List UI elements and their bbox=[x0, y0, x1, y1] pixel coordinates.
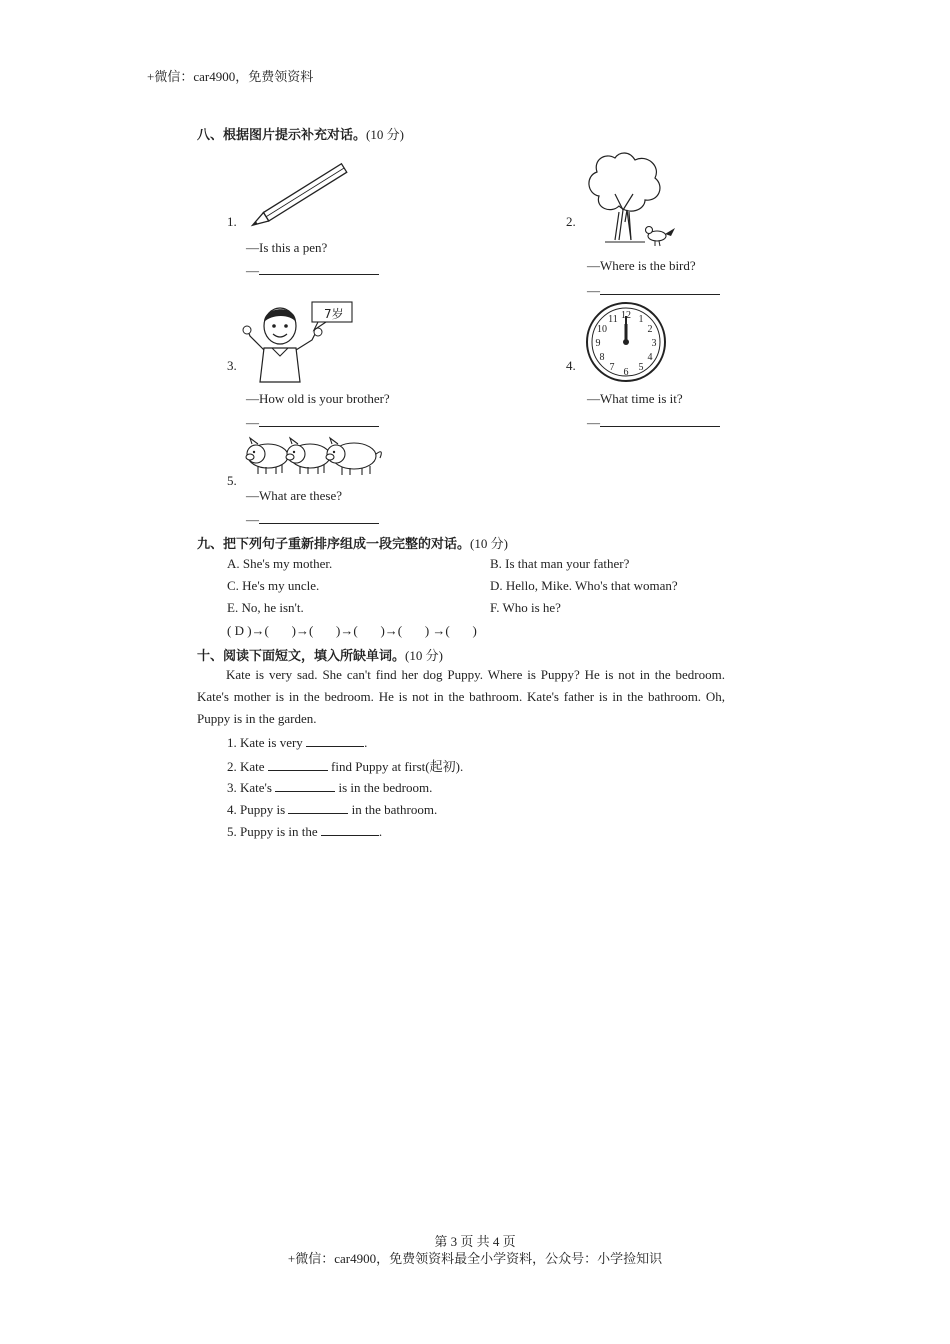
clock-num-9: 9 bbox=[595, 338, 601, 349]
question-4-post: in the bathroom. bbox=[351, 802, 438, 817]
question-3-pre: 3. Kate's bbox=[227, 780, 272, 795]
item-2-blank[interactable] bbox=[600, 282, 720, 295]
question-3 bbox=[227, 779, 432, 796]
clock-num-2: 2 bbox=[647, 324, 653, 335]
section-9-points: (10 分) bbox=[470, 536, 508, 551]
item-3-answer[interactable] bbox=[246, 414, 379, 431]
clock-illustration bbox=[586, 302, 668, 384]
question-1 bbox=[227, 734, 367, 751]
pencil-illustration bbox=[243, 163, 353, 233]
question-5-post: . bbox=[378, 824, 383, 839]
pigs-illustration bbox=[244, 432, 388, 476]
question-5-blank[interactable] bbox=[321, 823, 379, 836]
clock-num-1: 1 bbox=[638, 314, 644, 325]
item-2-question: —Where is the bird? bbox=[587, 258, 696, 273]
item-5-blank[interactable] bbox=[259, 511, 379, 524]
item-4-answer[interactable] bbox=[587, 414, 720, 431]
order-answer[interactable]: ( D )→( )→( )→( )→( ) →( ) bbox=[227, 623, 477, 638]
reading-passage: Kate is very sad. She can't find her dog Puppy. Where is Puppy? He is not in the bedroom. Kate's mother is in the bedroom. He is not in the bathroom. Kate's father is in the bathroom. Oh, Puppy is in the garden. bbox=[197, 667, 725, 726]
age-bubble: 7岁 bbox=[324, 307, 344, 321]
item-5-question: —What are these? bbox=[246, 488, 343, 503]
section-8-title bbox=[197, 124, 404, 143]
item-1-question: —Is this a pen? bbox=[246, 240, 328, 255]
clock-num-7: 7 bbox=[609, 362, 615, 373]
question-2 bbox=[227, 756, 463, 775]
question-3-blank[interactable] bbox=[275, 779, 335, 792]
clock-num-4: 4 bbox=[647, 352, 653, 363]
footer-note: +微信：car4900，免费领资料最全小学资料，公众号：小学捡知识 bbox=[287, 1251, 663, 1266]
option-e: E. No, he isn't. bbox=[227, 600, 304, 615]
clock-num-8: 8 bbox=[599, 352, 605, 363]
section-10-title-text: 十、阅读下面短文，填入所缺单词。 bbox=[197, 649, 406, 664]
question-4-blank[interactable] bbox=[288, 801, 348, 814]
item-4-blank[interactable] bbox=[600, 414, 720, 427]
question-4 bbox=[227, 801, 437, 818]
clock-num-5: 5 bbox=[638, 362, 644, 373]
section-10-points: (10 分) bbox=[405, 648, 443, 663]
question-1-pre: 1. Kate is very bbox=[227, 735, 303, 750]
question-2-blank[interactable] bbox=[268, 758, 328, 771]
item-5-answer[interactable] bbox=[246, 511, 379, 528]
section-8-title-text: 八、根据图片提示补充对话。 bbox=[197, 128, 367, 143]
clock-num-12: 12 bbox=[621, 310, 631, 321]
tree-bird-illustration bbox=[585, 150, 680, 250]
section-10-title bbox=[197, 645, 443, 664]
item-4-number: 4. bbox=[566, 358, 576, 373]
item-3-blank[interactable] bbox=[259, 414, 379, 427]
option-b: B. Is that man your father? bbox=[490, 556, 630, 571]
question-5-pre: 5. Puppy is in the bbox=[227, 824, 318, 839]
item-5-number: 5. bbox=[227, 473, 237, 488]
option-a: A. She's my mother. bbox=[227, 556, 333, 571]
question-2-pre: 2. Kate bbox=[227, 759, 265, 774]
item-5-dash: — bbox=[246, 512, 259, 527]
item-3-question: —How old is your brother? bbox=[246, 391, 390, 406]
option-d: D. Hello, Mike. Who's that woman? bbox=[490, 578, 678, 593]
page-number: 第 3 页 共 4 页 bbox=[434, 1234, 516, 1249]
header-note: +微信：car4900，免费领资料 bbox=[147, 69, 314, 84]
clock-num-11: 11 bbox=[608, 314, 618, 325]
item-2-number: 2. bbox=[566, 214, 576, 229]
item-1-number: 1. bbox=[227, 214, 237, 229]
clock-num-3: 3 bbox=[651, 338, 657, 349]
item-4-dash: — bbox=[587, 415, 600, 430]
option-c: C. He's my uncle. bbox=[227, 578, 320, 593]
question-1-post: . bbox=[364, 735, 368, 750]
section-9-title-text: 九、把下列句子重新排序组成一段完整的对话。 bbox=[197, 537, 471, 552]
question-4-pre: 4. Puppy is bbox=[227, 802, 286, 817]
question-1-blank[interactable] bbox=[306, 734, 364, 747]
item-2-answer[interactable] bbox=[587, 282, 720, 299]
item-1-answer[interactable] bbox=[246, 262, 379, 279]
option-f: F. Who is he? bbox=[490, 600, 561, 615]
section-8-points: (10 分) bbox=[366, 127, 404, 142]
clock-num-6: 6 bbox=[623, 367, 629, 378]
item-1-blank[interactable] bbox=[259, 262, 379, 275]
item-3-dash: — bbox=[246, 415, 259, 430]
question-3-post: is in the bedroom. bbox=[338, 780, 433, 795]
question-2-post: find Puppy at first(起初). bbox=[331, 759, 464, 774]
clock-num-10: 10 bbox=[597, 324, 607, 335]
item-1-dash: — bbox=[246, 263, 259, 278]
question-5 bbox=[227, 823, 382, 840]
item-3-number: 3. bbox=[227, 358, 237, 373]
item-2-dash: — bbox=[587, 283, 600, 298]
item-4-question: —What time is it? bbox=[587, 391, 683, 406]
section-9-title bbox=[197, 533, 508, 552]
